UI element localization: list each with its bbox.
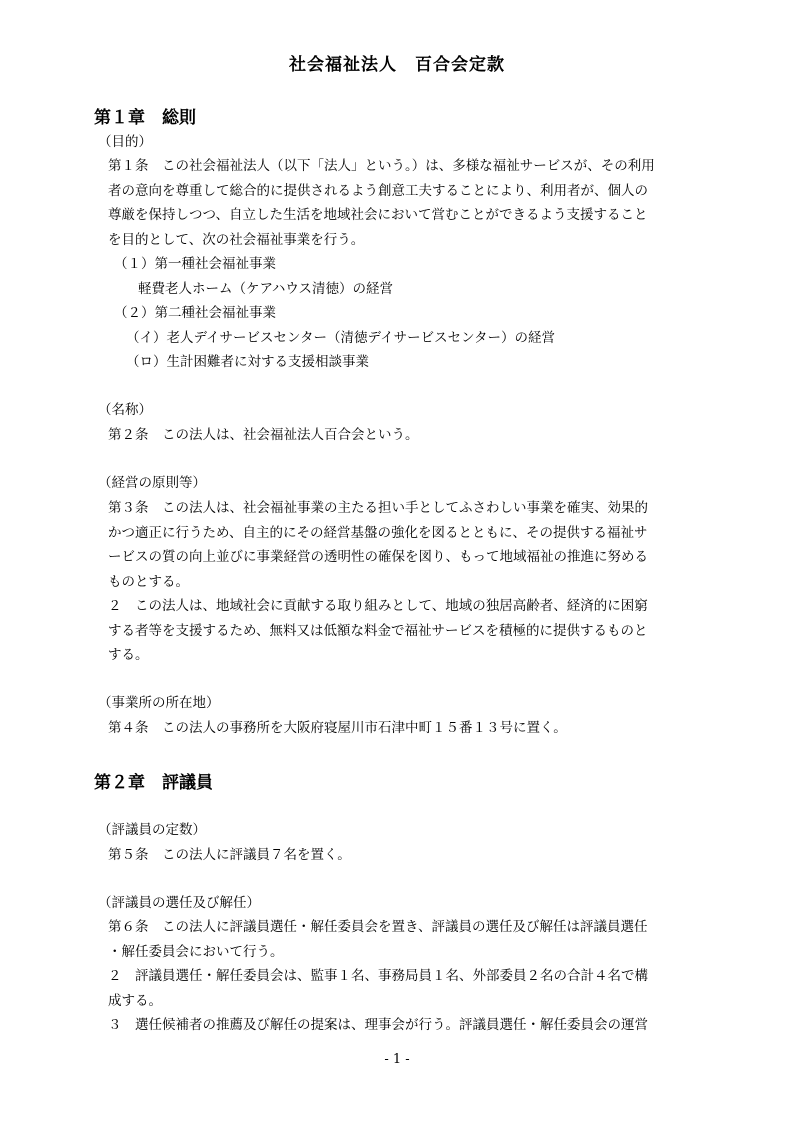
article-5-body <box>108 843 720 868</box>
article-1-item-1: （１）第一種社会福祉事業 <box>114 256 276 272</box>
article-2-line: 第２条 この法人は、社会福祉法人百合会という。 <box>108 427 419 443</box>
article-3-line: する者等を支援するため、無料又は低額な料金で福祉サービスを積極的に提供するものと <box>108 622 648 639</box>
article-5-line: 第５条 この法人に評議員７名を置く。 <box>108 847 351 863</box>
article-2-heading: （名称） <box>98 402 152 418</box>
article-1-item-2a: （イ）老人デイサービスセンター（清徳デイサービスセンター）の経営 <box>126 329 556 346</box>
article-1-item-2b: （ロ）生計困難者に対する支援相談事業 <box>126 354 369 370</box>
article-2-body <box>108 423 720 448</box>
article-1-line: 尊厳を保持しつつ、自立した生活を地域社会において営むことができるよう支援すること <box>108 207 648 223</box>
article-1-item-1-sub: 軽費老人ホーム（ケアハウス清徳）の経営 <box>138 280 394 297</box>
article-6-body <box>108 915 720 1038</box>
chapter-2-heading: 第２章 評議員 <box>94 773 213 793</box>
article-6-line: ・解任委員会において行う。 <box>108 943 284 960</box>
article-3-line: ものとする。 <box>108 573 189 590</box>
article-3-line: ービスの質の向上並びに事業経営の透明性の確保を図り、もって地域福祉の推進に努める <box>108 549 648 565</box>
article-1-heading: （目的） <box>98 134 152 150</box>
article-4-heading: （事業所の所在地） <box>98 695 220 711</box>
article-1-line: 者の意向を尊重して総合的に提供されるよう創意工夫することにより、利用者が、個人の <box>108 182 648 199</box>
article-1-body <box>108 154 720 375</box>
article-4-line: 第４条 この法人の事務所を大阪府寝屋川市石津中町１５番１３号に置く。 <box>108 720 567 736</box>
article-1-line: を目的として、次の社会福祉事業を行う。 <box>108 231 365 248</box>
article-1-item-2: （２）第二種社会福祉事業 <box>114 305 276 321</box>
article-6-line: ３ 選任候補者の推薦及び解任の提案は、理事会が行う。評議員選任・解任委員会の運営 <box>108 1017 648 1033</box>
article-5-heading: （評議員の定数） <box>98 822 206 838</box>
article-6-heading: （評議員の選任及び解任） <box>98 895 260 911</box>
article-6-line: ２ 評議員選任・解任委員会は、監事１名、事務局員１名、外部委員２名の合計４名で構 <box>108 968 648 984</box>
article-3-line: かつ適正に行うため、自主的にその経営基盤の強化を図るとともに、その提供する福祉サ <box>108 524 648 541</box>
article-1-line: 第１条 この社会福祉法人（以下「法人」という。）は、多様な福祉サービスが、その利用 <box>108 158 655 174</box>
article-6-line: 成する。 <box>108 992 162 1009</box>
article-3-line: ２ この法人は、地域社会に貢献する取り組みとして、地域の独居高齢者、経済的に困窮 <box>108 598 648 614</box>
article-3-line: する。 <box>108 647 149 663</box>
article-3-line: 第３条 この法人は、社会福祉事業の主たる担い手としてふさわしい事業を確実、効果的 <box>108 500 648 516</box>
article-3-body <box>108 496 720 668</box>
document-title: 社会福祉法人 百合会定款 <box>289 55 505 75</box>
article-6-line: 第６条 この法人に評議員選任・解任委員会を置き、評議員の選任及び解任は評議員選任 <box>108 919 648 935</box>
chapter-1-heading: 第１章 総則 <box>94 108 196 128</box>
page-number: - 1 - <box>384 1052 410 1067</box>
article-4-body <box>108 716 720 741</box>
article-3-heading: （経営の原則等） <box>98 475 206 491</box>
